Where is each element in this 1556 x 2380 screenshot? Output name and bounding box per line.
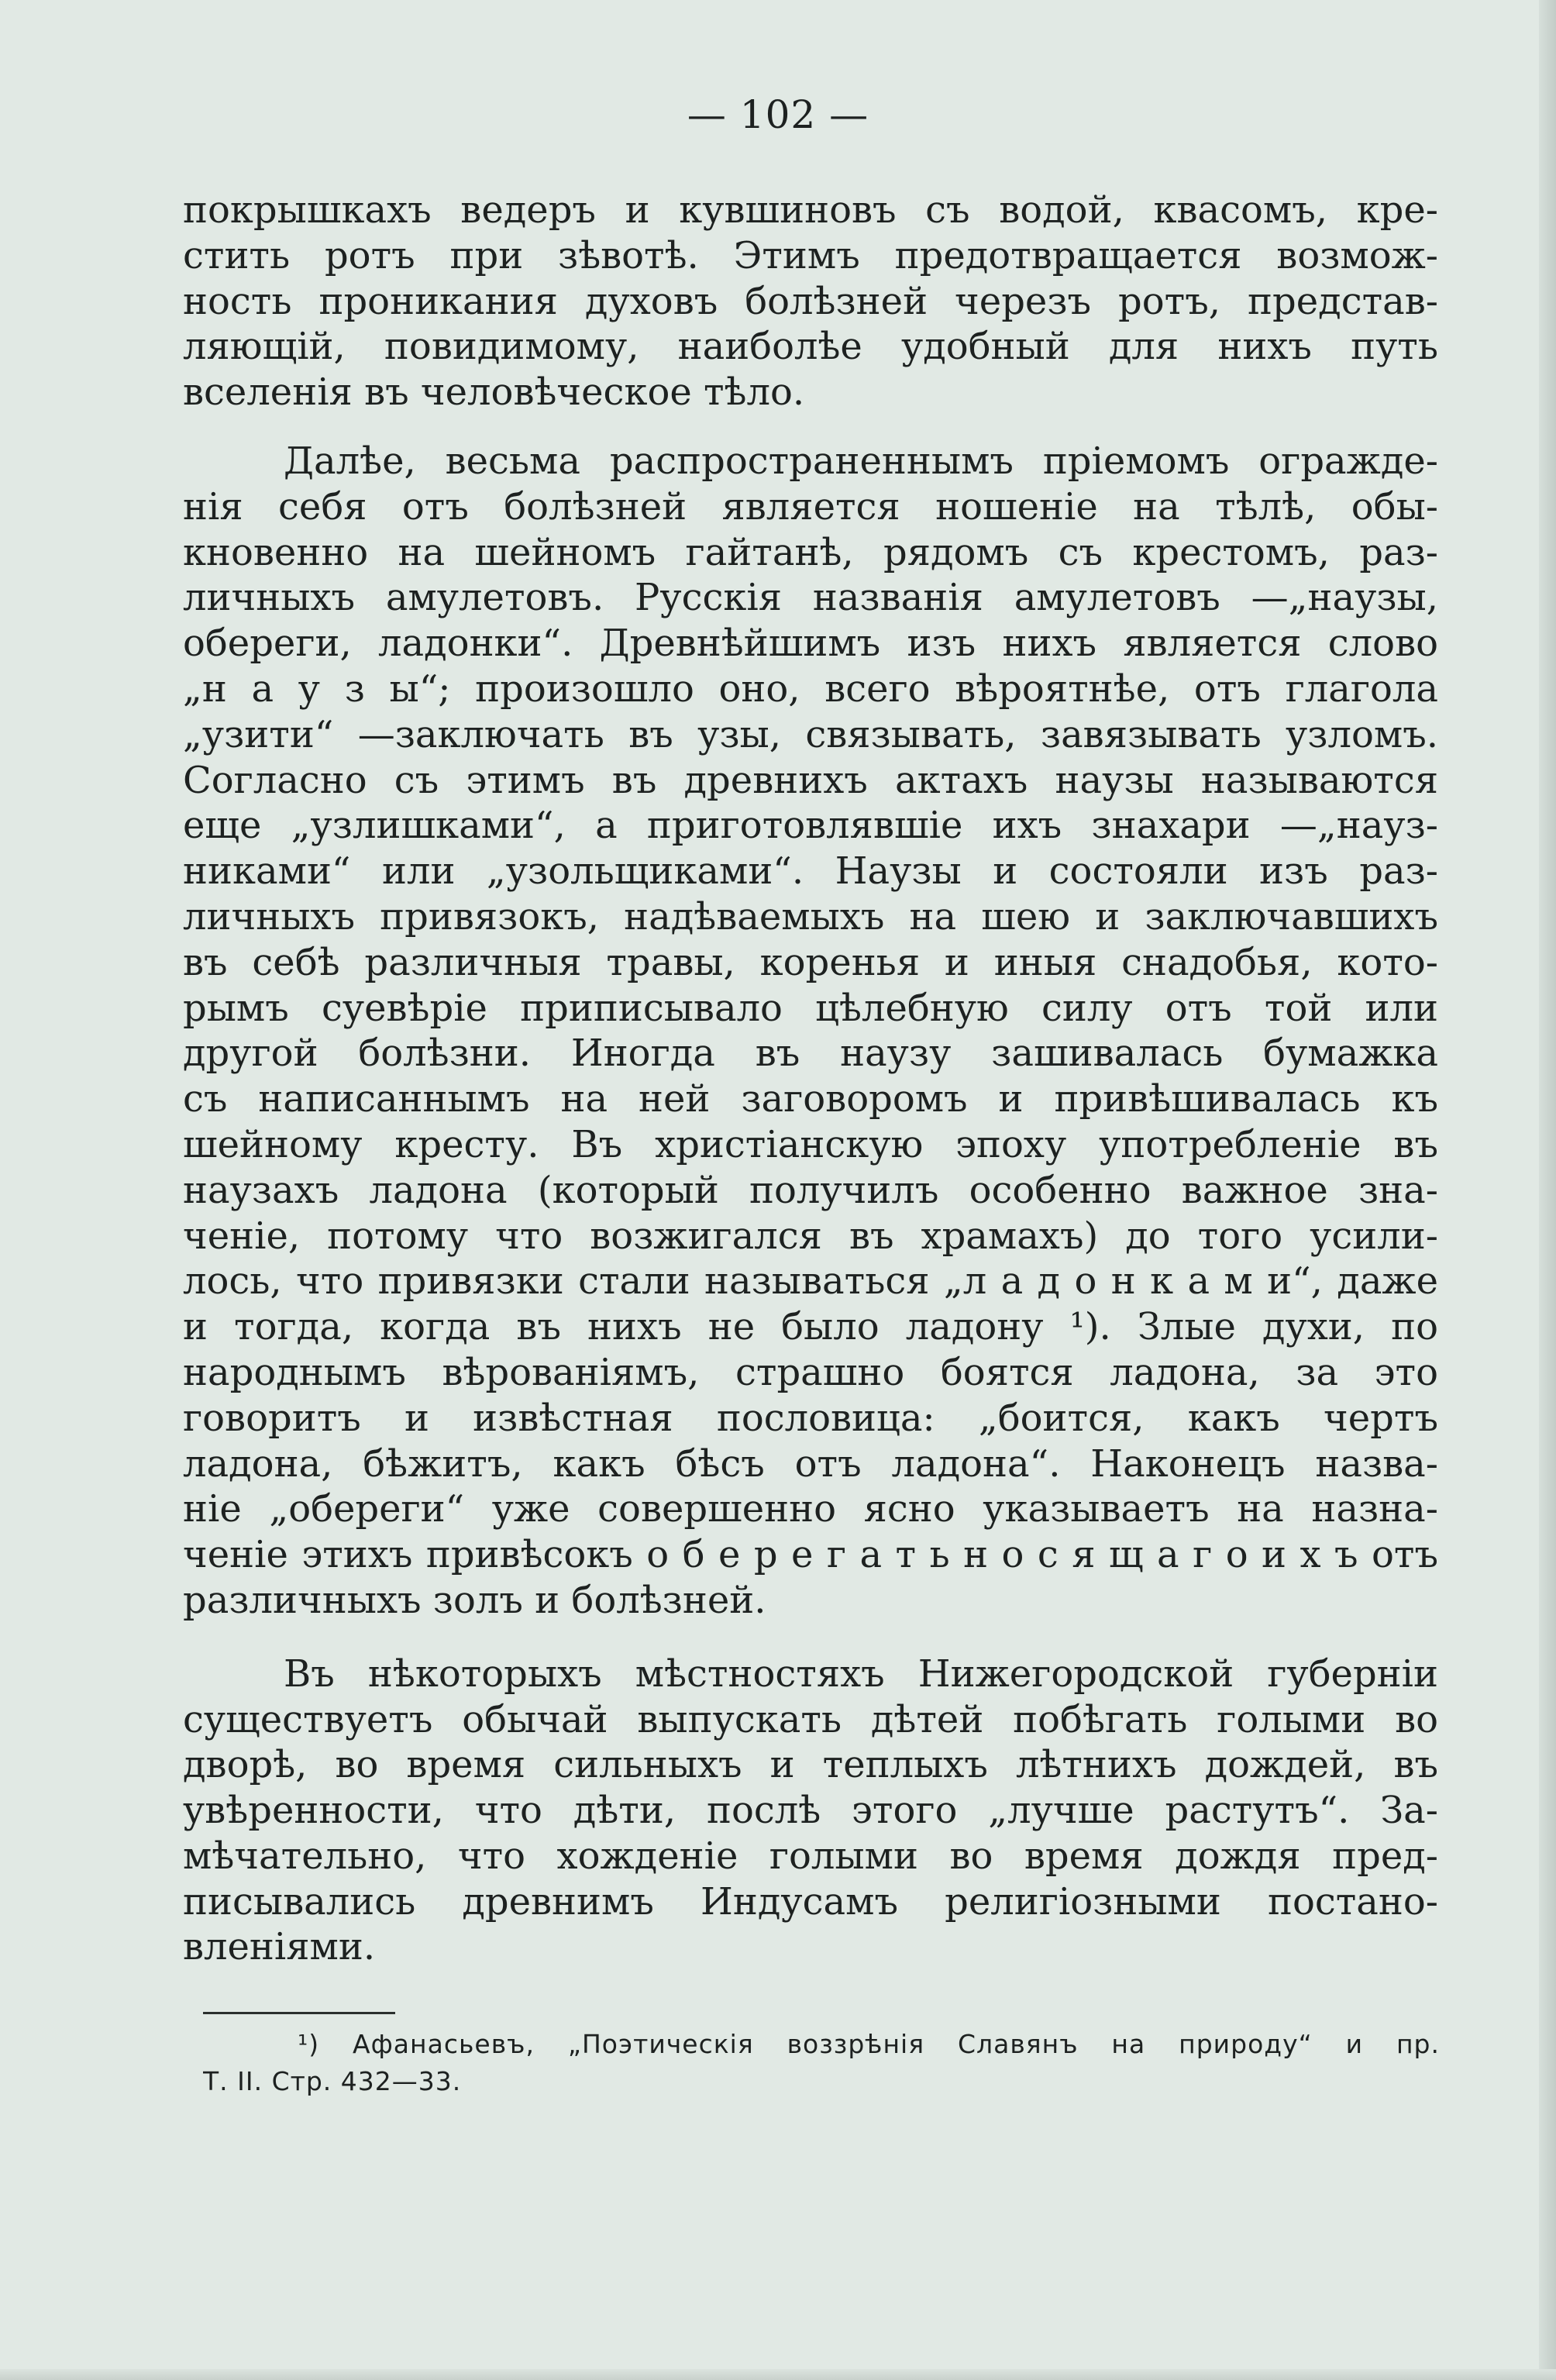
text-line: говоритъ и извѣстная пословица: „боится, какъ чертъ — [183, 1396, 1438, 1440]
footnote-separator — [203, 2012, 395, 2014]
main-text — [183, 188, 1438, 1970]
footnote-line: ¹) Афанасьевъ, „Поэтическія воззрѣнія Славянъ на природу“ и пр. — [298, 2029, 1440, 2059]
text-line: увѣренности, что дѣти, послѣ этого „лучше растутъ“. За- — [183, 1789, 1438, 1833]
text-line: другой болѣзни. Иногда въ наузу зашивалась бумажка — [183, 1032, 1438, 1076]
text-line: еще „узлишками“, а приготовлявшіе ихъ знахари —„науз- — [183, 804, 1438, 848]
paragraph-2 — [183, 439, 1438, 1624]
text-line: въ себѣ различныя травы, коренья и иныя снадобья, кото- — [183, 940, 1438, 984]
text-line: мѣчательно, что хожденіе голыми во время дождя пред- — [183, 1834, 1438, 1878]
text-line: вселенія въ человѣческое тѣло. — [183, 370, 805, 415]
text-line: обереги, ладонки“. Древнѣйшимъ изъ нихъ является слово — [183, 622, 1438, 666]
text-line: съ написаннымъ на ней заговоромъ и привѣшивалась къ — [183, 1077, 1438, 1121]
text-line: существуетъ обычай выпускать дѣтей побѣгать голыми во — [183, 1697, 1438, 1741]
text-line: и тогда, когда въ нихъ не было ладону ¹). Злые духи, по — [183, 1305, 1438, 1349]
text-line: ченіе, потому что возжигался въ храмахъ) до того усили- — [183, 1214, 1438, 1258]
text-line: никами“ или „узольщиками“. Наузы и состояли изъ раз- — [183, 849, 1438, 894]
page-number: — 102 — — [687, 92, 869, 137]
text-line: нія себя отъ болѣзней является ношеніе на тѣлѣ, обы- — [183, 484, 1438, 529]
paragraph-1 — [183, 188, 1438, 415]
text-line: Далѣе, весьма распространеннымъ пріемомъ огражде- — [284, 439, 1438, 483]
text-line: стить ротъ при зѣвотѣ. Этимъ предотвращается возмож- — [183, 233, 1438, 277]
text-line: ніе „обереги“ уже совершенно ясно указываетъ на назна- — [183, 1487, 1438, 1531]
text-line: личныхъ амулетовъ. Русскія названія амулетовъ —„наузы, — [183, 576, 1438, 620]
paragraph-spacer — [183, 415, 1438, 439]
text-line: ляющій, повидимому, наиболѣе удобный для нихъ путь — [183, 325, 1438, 369]
text-line: наузахъ ладона (который получилъ особенно важное зна- — [183, 1168, 1438, 1212]
text-line: лось, что привязки стали называться „л а д о н к а м и“, даже — [183, 1259, 1438, 1304]
page-edge-shadow — [1539, 0, 1556, 2380]
text-line: рымъ суевѣріе приписывало цѣлебную силу отъ той или — [183, 986, 1438, 1030]
text-line: Согласно съ этимъ въ древнихъ актахъ наузы называются — [183, 758, 1438, 802]
text-line: Въ нѣкоторыхъ мѣстностяхъ Нижегородской губерніи — [284, 1652, 1438, 1696]
page-bottom-edge — [0, 2369, 1556, 2380]
text-line: покрышкахъ ведеръ и кувшиновъ съ водой, квасомъ, кре- — [183, 188, 1438, 232]
text-line: шейному кресту. Въ христіанскую эпоху употребленіе въ — [183, 1122, 1438, 1166]
text-line: писывались древнимъ Индусамъ религіозными постано- — [183, 1879, 1438, 1924]
text-line: „узити“ —заключать въ узы, связывать, завязывать узломъ. — [183, 712, 1438, 756]
text-line: народнымъ вѣрованіямъ, страшно боятся ладона, за это — [183, 1350, 1438, 1394]
text-line: различныхъ золъ и болѣзней. — [183, 1578, 766, 1622]
text-line: ченіе этихъ привѣсокъ о б е р е г а т ь н о с я щ а г о и х ъ отъ — [183, 1533, 1438, 1577]
footnotes — [203, 2026, 1440, 2100]
text-line: личныхъ привязокъ, надѣваемыхъ на шею и заключавшихъ — [183, 894, 1438, 939]
text-line: ладона, бѣжитъ, какъ бѣсъ отъ ладона“. Наконецъ назва- — [183, 1441, 1438, 1486]
text-line: ность проникания духовъ болѣзней черезъ ротъ, представ- — [183, 279, 1438, 323]
text-line: дворѣ, во время сильныхъ и теплыхъ лѣтнихъ дождей, въ — [183, 1743, 1438, 1787]
paragraph-3 — [183, 1652, 1438, 1971]
footnote-line: Т. II. Стр. 432—33. — [203, 2066, 462, 2096]
paragraph-spacer — [183, 1624, 1438, 1652]
text-line: кновенно на шейномъ гайтанѣ, рядомъ съ крестомъ, раз- — [183, 530, 1438, 574]
text-line: „н а у з ы“; произошло оно, всего вѣроятнѣе, отъ глагола — [183, 666, 1438, 711]
text-line: вленіями. — [183, 1925, 376, 1969]
